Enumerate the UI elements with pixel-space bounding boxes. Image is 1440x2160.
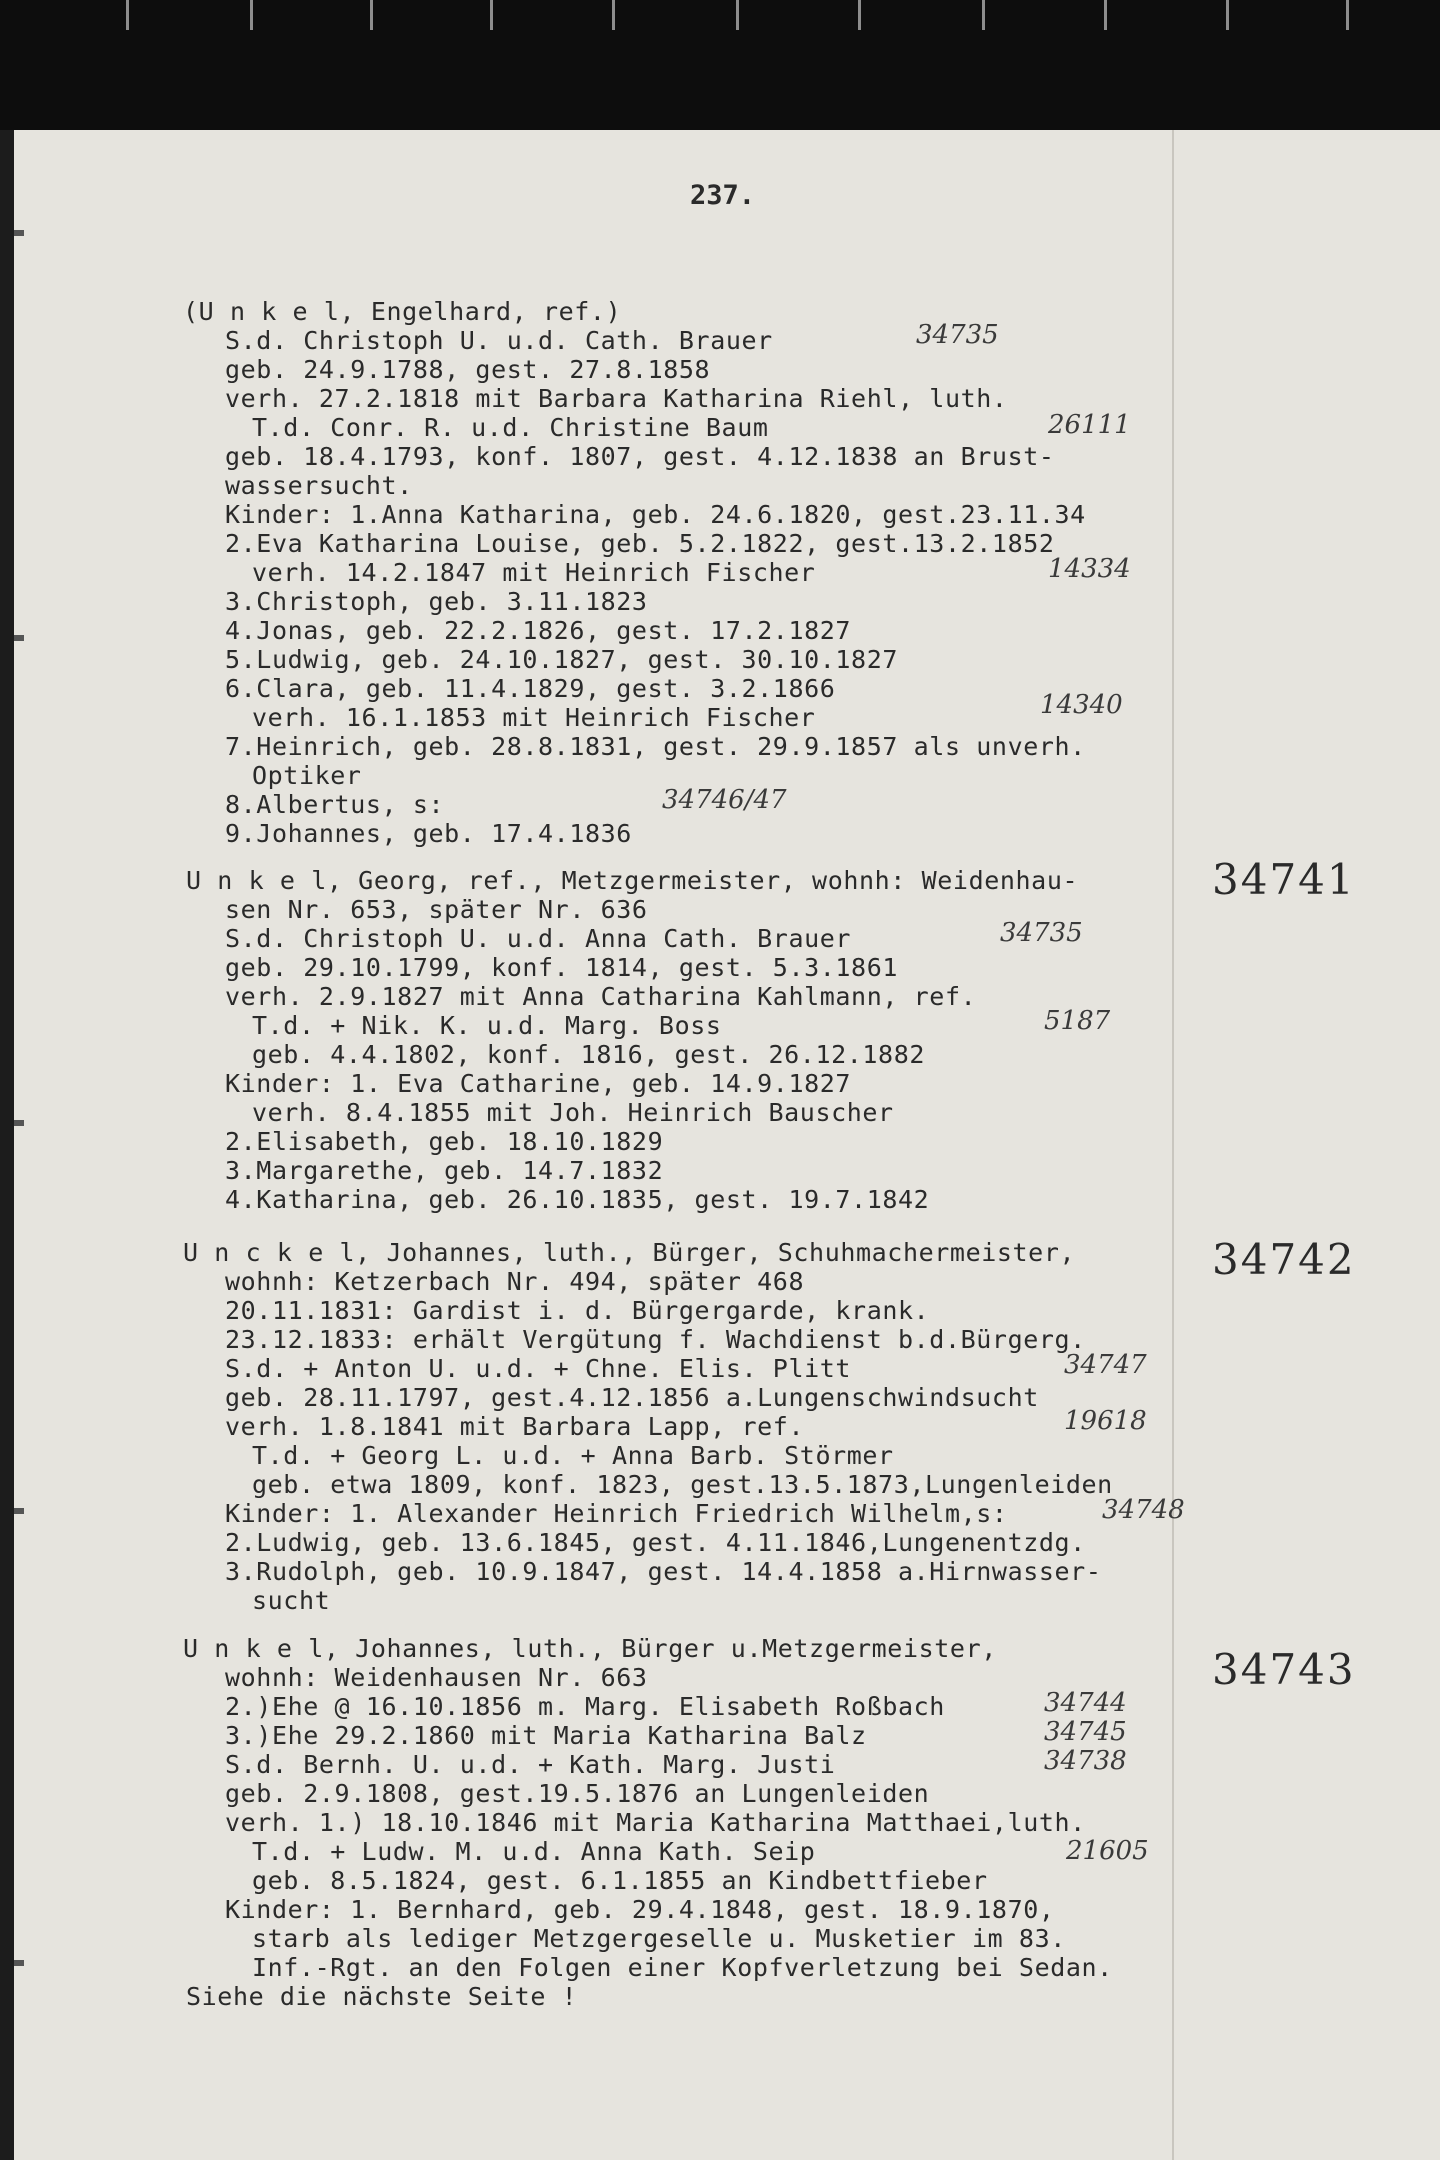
handwritten-reference: 5187 (1044, 1006, 1111, 1036)
entry-line: starb als lediger Metzgergeselle u. Musketier im 83. (252, 1924, 1066, 1953)
entry-line: Optiker (252, 761, 362, 790)
entry-line: 8.Albertus, s: (225, 790, 445, 819)
entry-line: Siehe die nächste Seite ! (186, 1982, 578, 2011)
handwritten-reference: 34748 (1102, 1495, 1185, 1525)
entry-line: 2.Ludwig, geb. 13.6.1845, gest. 4.11.1846,Lungenentzdg. (225, 1528, 1086, 1557)
entry-line: T.d. Conr. R. u.d. Christine Baum (252, 413, 769, 442)
entry-line: 6.Clara, geb. 11.4.1829, gest. 3.2.1866 (225, 674, 836, 703)
entry-line: sen Nr. 653, später Nr. 636 (225, 895, 648, 924)
handwritten-reference: 34746/47 (662, 785, 787, 815)
entry-line: S.d. + Anton U. u.d. + Chne. Elis. Plitt (225, 1354, 852, 1383)
entry-line: wohnh: Ketzerbach Nr. 494, später 468 (225, 1267, 805, 1296)
handwritten-reference: 34738 (1044, 1746, 1127, 1776)
entry-line: geb. 4.4.1802, konf. 1816, gest. 26.12.1882 (252, 1040, 926, 1069)
handwritten-reference: 14334 (1048, 554, 1131, 584)
handwritten-reference: 34735 (916, 320, 999, 350)
entry-line: verh. 27.2.1818 mit Barbara Katharina Riehl, luth. (225, 384, 1008, 413)
entry-line: geb. etwa 1809, konf. 1823, gest.13.5.1873,Lungenleiden (252, 1470, 1113, 1499)
handwritten-reference: 34735 (1000, 918, 1083, 948)
film-tick (1226, 0, 1229, 30)
entry-line: geb. 8.5.1824, gest. 6.1.1855 an Kindbettfieber (252, 1866, 988, 1895)
entry-line: T.d. + Ludw. M. u.d. Anna Kath. Seip (252, 1837, 816, 1866)
film-tick (490, 0, 493, 30)
entry-line: 7.Heinrich, geb. 28.8.1831, gest. 29.9.1857 als unverh. (225, 732, 1086, 761)
entry-line: verh. 16.1.1853 mit Heinrich Fischer (252, 703, 816, 732)
film-tick (250, 0, 253, 30)
film-tick (370, 0, 373, 30)
record-number: 34742 (1212, 1235, 1356, 1284)
entry-line: 4.Katharina, geb. 26.10.1835, gest. 19.7.1842 (225, 1185, 930, 1214)
entry-line: geb. 2.9.1808, gest.19.5.1876 an Lungenleiden (225, 1779, 930, 1808)
entry-line: (U n k e l, Engelhard, ref.) (183, 297, 622, 326)
registration-mark (14, 230, 24, 236)
entry-line: 2.Elisabeth, geb. 18.10.1829 (225, 1127, 664, 1156)
entry-line: S.d. Bernh. U. u.d. + Kath. Marg. Justi (225, 1750, 836, 1779)
handwritten-reference: 14340 (1040, 690, 1123, 720)
handwritten-reference: 34747 (1064, 1350, 1147, 1380)
entry-line: geb. 29.10.1799, konf. 1814, gest. 5.3.1861 (225, 953, 899, 982)
entry-line: 20.11.1831: Gardist i. d. Bürgergarde, krank. (225, 1296, 930, 1325)
entry-line: Kinder: 1. Eva Catharine, geb. 14.9.1827 (225, 1069, 852, 1098)
handwritten-reference: 34744 (1044, 1688, 1127, 1718)
record-number: 34743 (1212, 1645, 1356, 1694)
entry-line: wassersucht. (225, 471, 413, 500)
entry-line: Inf.-Rgt. an den Folgen einer Kopfverletzung bei Sedan. (252, 1953, 1113, 1982)
entry-line: S.d. Christoph U. u.d. Anna Cath. Brauer (225, 924, 852, 953)
film-strip (0, 0, 1440, 130)
film-tick (612, 0, 615, 30)
registration-mark (14, 1508, 24, 1514)
film-tick (858, 0, 861, 30)
entry-line: verh. 1.8.1841 mit Barbara Lapp, ref. (225, 1412, 805, 1441)
entry-line: U n k e l, Johannes, luth., Bürger u.Metzgermeister, (183, 1634, 997, 1663)
handwritten-reference: 34745 (1044, 1717, 1127, 1747)
entry-line: Kinder: 1. Alexander Heinrich Friedrich Wilhelm,s: (225, 1499, 1008, 1528)
entry-line: verh. 1.) 18.10.1846 mit Maria Katharina Matthaei,luth. (225, 1808, 1086, 1837)
entry-line: Kinder: 1. Bernhard, geb. 29.4.1848, gest. 18.9.1870, (225, 1895, 1055, 1924)
entry-line: geb. 24.9.1788, gest. 27.8.1858 (225, 355, 711, 384)
registration-mark (14, 1960, 24, 1966)
entry-line: 3.Rudolph, geb. 10.9.1847, gest. 14.4.1858 a.Hirnwasser- (225, 1557, 1102, 1586)
handwritten-reference: 19618 (1064, 1406, 1147, 1436)
entry-line: wohnh: Weidenhausen Nr. 663 (225, 1663, 648, 1692)
entry-line: verh. 8.4.1855 mit Joh. Heinrich Bauscher (252, 1098, 894, 1127)
entry-line: 3.Christoph, geb. 3.11.1823 (225, 587, 648, 616)
entry-line: 5.Ludwig, geb. 24.10.1827, gest. 30.10.1827 (225, 645, 899, 674)
entry-line: 23.12.1833: erhält Vergütung f. Wachdienst b.d.Bürgerg. (225, 1325, 1086, 1354)
film-tick (982, 0, 985, 30)
entry-line: verh. 2.9.1827 mit Anna Catharina Kahlmann, ref. (225, 982, 977, 1011)
margin-line (1172, 130, 1174, 2160)
film-tick (1346, 0, 1349, 30)
entry-line: 2.)Ehe @ 16.10.1856 m. Marg. Elisabeth Roßbach (225, 1692, 945, 1721)
entry-line: Kinder: 1.Anna Katharina, geb. 24.6.1820, gest.23.11.34 (225, 500, 1086, 529)
registration-mark (14, 635, 24, 641)
page-number: 237. (690, 180, 756, 211)
film-tick (1104, 0, 1107, 30)
entry-line: T.d. + Georg L. u.d. + Anna Barb. Störmer (252, 1441, 894, 1470)
entry-line: U n k e l, Georg, ref., Metzgermeister, wohnh: Weidenhau- (186, 866, 1079, 895)
record-number: 34741 (1212, 855, 1356, 904)
entry-line: sucht (252, 1586, 331, 1615)
film-tick (736, 0, 739, 30)
entry-line: 3.)Ehe 29.2.1860 mit Maria Katharina Balz (225, 1721, 867, 1750)
registration-mark (14, 1120, 24, 1126)
entry-line: geb. 28.11.1797, gest.4.12.1856 a.Lungenschwindsucht (225, 1383, 1039, 1412)
entry-line: 2.Eva Katharina Louise, geb. 5.2.1822, gest.13.2.1852 (225, 529, 1055, 558)
entry-line: 4.Jonas, geb. 22.2.1826, gest. 17.2.1827 (225, 616, 852, 645)
entry-line: 9.Johannes, geb. 17.4.1836 (225, 819, 632, 848)
entry-line: T.d. + Nik. K. u.d. Marg. Boss (252, 1011, 722, 1040)
entry-line: verh. 14.2.1847 mit Heinrich Fischer (252, 558, 816, 587)
entry-line: geb. 18.4.1793, konf. 1807, gest. 4.12.1838 an Brust- (225, 442, 1055, 471)
film-tick (126, 0, 129, 30)
entry-line: S.d. Christoph U. u.d. Cath. Brauer (225, 326, 773, 355)
handwritten-reference: 21605 (1066, 1836, 1149, 1866)
handwritten-reference: 26111 (1048, 410, 1131, 440)
entry-line: 3.Margarethe, geb. 14.7.1832 (225, 1156, 664, 1185)
entry-line: U n c k e l, Johannes, luth., Bürger, Schuhmachermeister, (183, 1238, 1076, 1267)
